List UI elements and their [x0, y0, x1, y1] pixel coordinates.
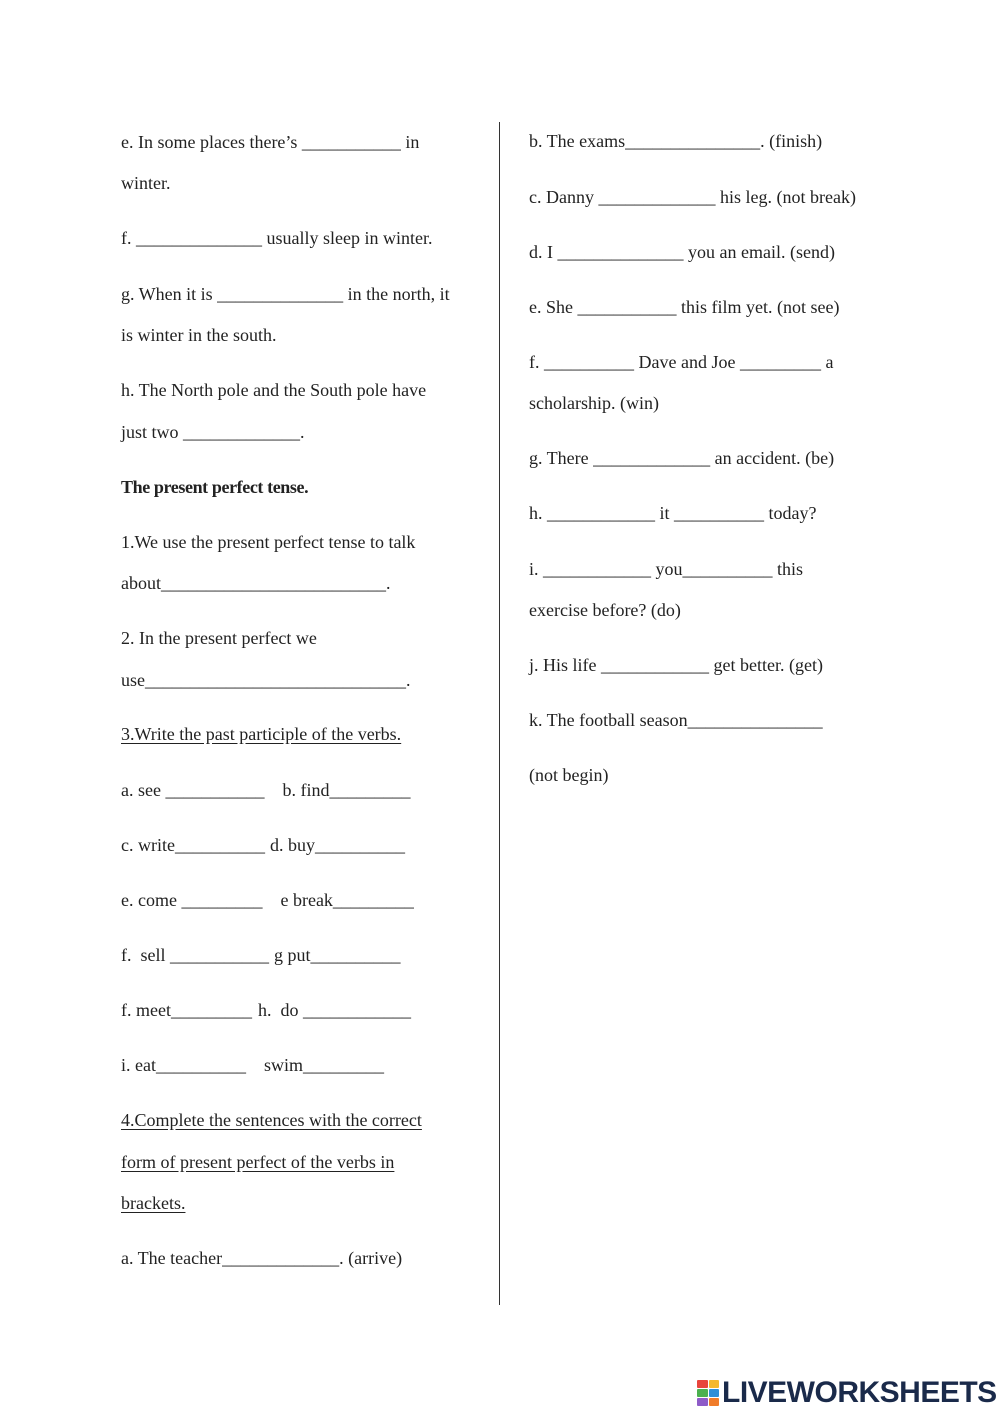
sentence-k-line1: k. The football season_______________	[529, 710, 823, 730]
sentence-e: e. She ___________ this film yet. (not see)	[529, 297, 840, 317]
question-h-line1: h. The North pole and the South pole have	[121, 380, 427, 400]
question-e-line1: e. In some places there’s ___________ in	[121, 132, 420, 152]
verb-b: b. find_________	[282, 780, 411, 800]
logo-tile	[709, 1389, 720, 1397]
item1-line1: 1.We use the present perfect tense to talk	[121, 532, 416, 552]
logo-tile	[709, 1380, 720, 1388]
logo-tile	[697, 1380, 708, 1388]
column-divider	[499, 122, 500, 1305]
sentence-i-line1: i. ____________ you__________ this	[529, 559, 804, 579]
liveworksheets-logo[interactable]	[697, 1375, 997, 1411]
verb-row	[121, 889, 414, 911]
verb-row	[121, 779, 410, 801]
verb-row	[121, 999, 411, 1021]
section-heading: The present perfect tense.	[121, 477, 309, 497]
sentence-a: a. The teacher_____________. (arrive)	[121, 1248, 403, 1268]
verb-a: c. write__________	[121, 835, 265, 855]
sentence-f-line1: f. __________ Dave and Joe _________ a	[529, 352, 834, 372]
task4-heading-line3: brackets.	[121, 1193, 186, 1213]
sentence-k-line2: (not begin)	[529, 765, 609, 785]
verb-a: i. eat__________	[121, 1055, 246, 1075]
verb-b: g put__________	[274, 945, 401, 965]
logo-tile	[709, 1398, 720, 1406]
task3-heading: 3.Write the past participle of the verbs.	[121, 724, 402, 744]
verb-a: e. come _________	[121, 890, 263, 910]
verb-b: e break_________	[280, 890, 414, 910]
verb-row	[121, 834, 405, 856]
logo-tile	[697, 1398, 708, 1406]
sentence-f-line2: scholarship. (win)	[529, 393, 659, 413]
sentence-g: g. There _____________ an accident. (be)	[529, 448, 835, 468]
item2-line2: use_____________________________.	[121, 670, 411, 690]
question-e-line2: winter.	[121, 173, 171, 193]
sentence-j: j. His life ____________ get better. (get)	[529, 655, 823, 675]
verb-a: f. sell ___________	[121, 945, 269, 965]
verb-b: h. do ____________	[257, 1000, 411, 1020]
question-h-line2: just two _____________.	[121, 422, 305, 442]
sentence-b: b. The exams_______________. (finish)	[529, 131, 823, 151]
task4-heading-line2: form of present perfect of the verbs in	[121, 1152, 395, 1172]
verb-row	[121, 1054, 384, 1076]
verb-row	[121, 944, 401, 966]
logo-brand-text: LIVEWORKSHEETS	[722, 1376, 997, 1409]
verb-b: d. buy__________	[269, 835, 405, 855]
item2-line1: 2. In the present perfect we	[121, 628, 317, 648]
question-g-line1: g. When it is ______________ in the north, it	[121, 284, 450, 304]
verb-a: a. see ___________	[121, 780, 265, 800]
task4-heading-line1: 4.Complete the sentences with the correct	[121, 1110, 422, 1130]
logo-tiles-icon	[697, 1380, 719, 1406]
logo-tile	[697, 1389, 708, 1397]
item1-line2: about_________________________.	[121, 573, 391, 593]
question-g-line2: is winter in the south.	[121, 325, 277, 345]
question-f: f. ______________ usually sleep in winter.	[121, 228, 433, 248]
sentence-d: d. I ______________ you an email. (send)	[529, 242, 835, 262]
sentence-h: h. ____________ it __________ today?	[529, 503, 817, 523]
sentence-i-line2: exercise before? (do)	[529, 600, 681, 620]
verb-a: f. meet_________	[121, 1000, 252, 1020]
verb-b: swim_________	[263, 1055, 384, 1075]
sentence-c: c. Danny _____________ his leg. (not break)	[529, 187, 856, 207]
